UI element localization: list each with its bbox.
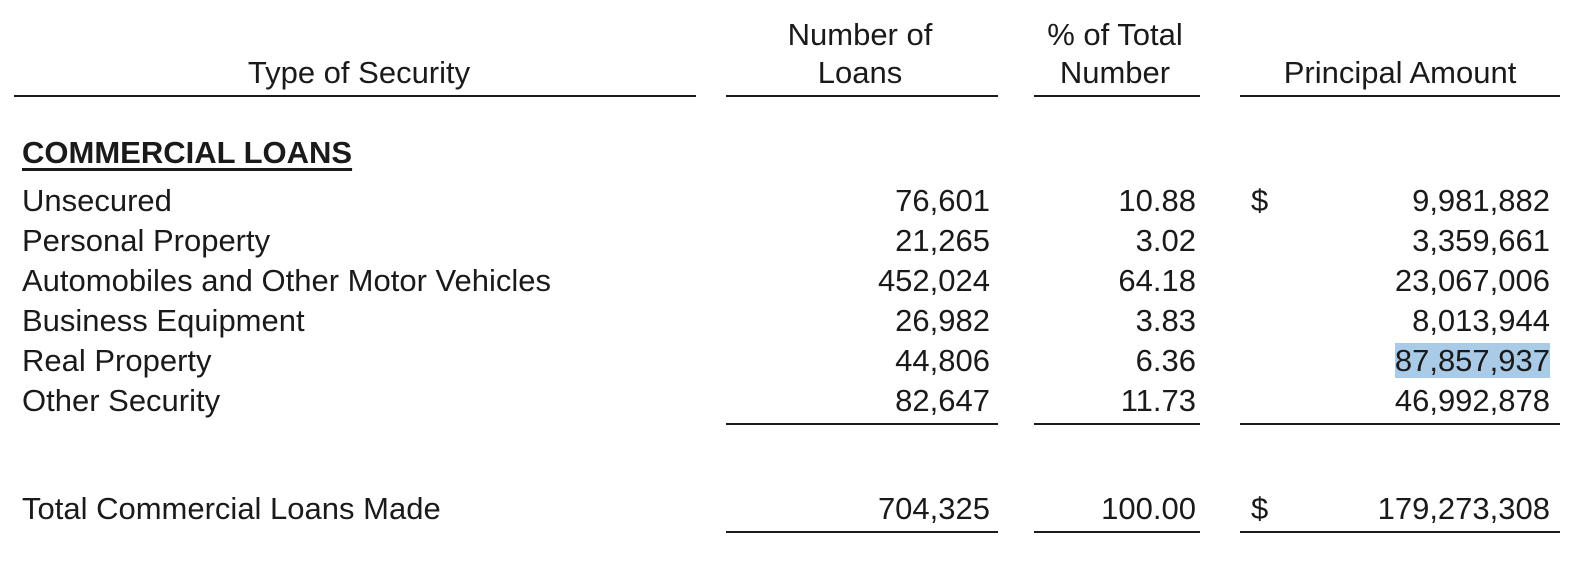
header-pct-total-line1: % of Total [1047,17,1183,52]
row-label: Personal Property [22,223,271,258]
total-rule-principal [1240,531,1560,533]
header-type-of-security: Type of Security [247,55,471,90]
header-rule-pct [1034,95,1200,97]
row-number-of-loans: 82,647 [895,383,990,418]
header-rule-principal [1240,95,1560,97]
subtotal-rule-pct [1034,423,1200,425]
row-principal-amount: 46,992,878 [1394,383,1550,418]
row-number-of-loans: 76,601 [895,183,990,218]
row-pct-of-total: 64.18 [1118,263,1196,298]
row-label: Real Property [22,343,212,378]
total-pct-of-total: 100.00 [1101,491,1196,526]
row-pct-of-total: 3.83 [1135,303,1196,338]
row-number-of-loans: 21,265 [895,223,990,258]
header-number-of-loans-line1: Number of [787,17,933,52]
total-rule-loans [726,531,998,533]
row-pct-of-total: 10.88 [1118,183,1196,218]
row-principal-amount: 9,981,882 [1412,183,1550,218]
row-principal-amount: 23,067,006 [1394,263,1550,298]
row-label: Unsecured [22,183,172,218]
row-principal-amount-cell[interactable] [1300,343,1550,379]
section-title: COMMERCIAL LOANS [22,135,353,170]
total-dollar-sign: $ [1251,491,1269,526]
row-number-of-loans: 44,806 [895,343,990,378]
total-principal-amount: 179,273,308 [1377,491,1550,526]
row-label: Business Equipment [22,303,305,338]
header-principal-amount: Principal Amount [1283,55,1517,90]
row-pct-of-total: 11.73 [1120,383,1196,418]
header-number-of-loans-line2: Loans [817,55,903,90]
row-label: Automobiles and Other Motor Vehicles [22,263,551,298]
row-number-of-loans: 26,982 [895,303,990,338]
subtotal-rule-principal [1240,423,1560,425]
header-rule-loans [726,95,998,97]
row-dollar-sign: $ [1251,183,1269,218]
total-label: Total Commercial Loans Made [22,491,441,526]
row-principal-amount: 3,359,661 [1412,223,1550,258]
row-label: Other Security [22,383,221,418]
subtotal-rule-loans [726,423,998,425]
header-pct-total-line2: Number [1059,55,1171,90]
row-pct-of-total: 3.02 [1135,223,1196,258]
header-rule-type [14,95,696,97]
total-number-of-loans: 704,325 [877,491,990,526]
total-rule-pct [1034,531,1200,533]
row-number-of-loans: 452,024 [877,263,990,298]
selected-text-highlight[interactable]: 87,857,937 [1394,343,1550,378]
row-principal-amount: 8,013,944 [1412,303,1550,338]
row-pct-of-total: 6.36 [1135,343,1196,378]
